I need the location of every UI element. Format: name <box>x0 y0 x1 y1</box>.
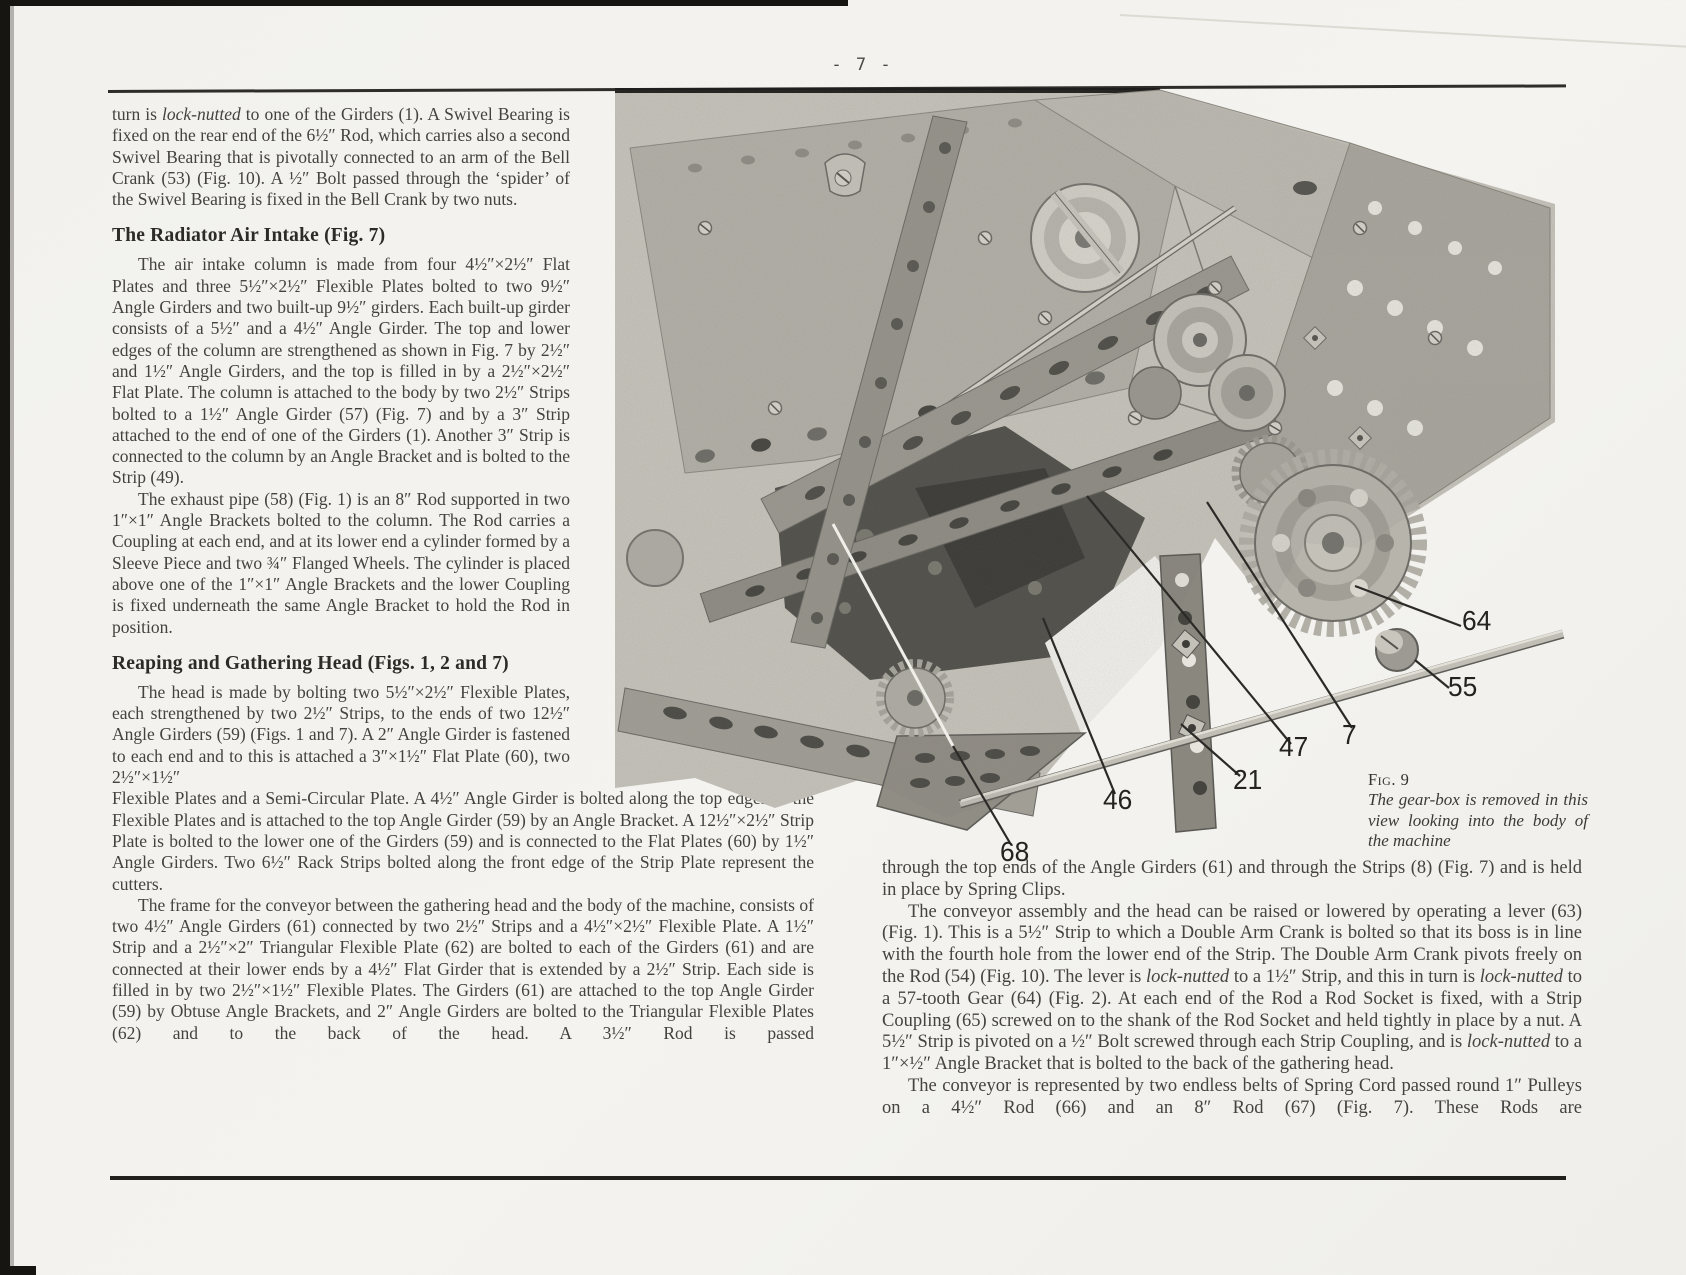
footer-rule <box>110 1176 1566 1180</box>
right-column <box>882 858 1582 1120</box>
figure-callout: 47 <box>1279 731 1309 762</box>
paragraph: through the top ends of the Angle Girders (61) and through the Strips (8) (Fig. 7) and is held in place by Spring Clips. <box>882 858 1582 900</box>
section-heading: Reaping and Gathering Head (Figs. 1, 2 and 7) <box>112 652 509 674</box>
figure-callout: 68 <box>1000 836 1030 867</box>
paragraph: The air intake column is made from four 4½″×2½″ Flat Plates and three 5½″×2½″ Flexible Plates bolted to two 9½″ Angle Girders and two built-up 9½″ girders. Each built-up girder consists of a 5½″ and a 4½″ Angle Girder. The top and lower edges of the column are strengthened as shown in Fig. 7 by 2½″ and 1½″ Angle Girders, and the top is filled in by a 2½″×2½″ Flat Plate. The column is attached to the body by two 2½″ Strips bolted to a 1½″ Angle Girder (57) (Fig. 7) and by a 3″ Strip attached to the end of one of the Girders (1). Another 3″ Strip is connected to the column by an Angle Bracket and is bolted to the Strip (49). <box>112 254 570 488</box>
paragraph: Flexible Plates and a Semi-Circular Plate. A 4½″ Angle Girder is bolted along the top edges of the Flexible Plates and is attached to the top Angle Girder (59) by an Angle Bracket. A 12½″×2½″ Strip Plate is bolted to the lower one of the Girders (59) and is connected to the Flat Plates (60) by 1½″ Angle Girders. Two 6½″ Rack Strips bolted along the front edge of the Strip Plate represent the cutters. <box>112 788 814 894</box>
paragraph: The exhaust pipe (58) (Fig. 1) is an 8″ Rod supported in two 1″×1″ Angle Brackets bolted to the column. The Rod carries a Coupling at each end, and at its lower end a cylinder formed by a Sleeve Piece and two ¾″ Flanged Wheels. The cylinder is placed above one of the 1″×1″ Angle Brackets and the lower Coupling is fixed underneath the same Angle Bracket to hold the Rod in position. <box>112 488 570 637</box>
left-column-narrow <box>112 104 570 788</box>
figure-caption <box>1368 770 1588 852</box>
paragraph: The frame for the conveyor between the gathering head and the body of the machine, consists of two 4½″ Angle Girders (61) connected by two 2½″ Strips and a 4½″×2½″ Flexible Plate. A 1½″ Strip and a 2½″×2″ Triangular Flexible Plate (62) are bolted to each of the Girders (61) and are connected at their lower ends by a 4½″ Flat Girder that is extended by a 2½″ Strip. Each side is filled in by two 2½″×1½″ Flexible Plates. The Girders (61) are attached to the top Angle Girder (59) by Obtuse Angle Brackets, and 2″ Angle Girders are bolted to the Triangular Flexible Plates (62) and to the back of the head. A 3½″ Rod is passed <box>112 894 814 1043</box>
figure-callout: 55 <box>1448 671 1478 702</box>
scan-edge-left <box>0 0 10 1275</box>
scan-edge-top <box>0 0 848 6</box>
figure-callout: 7 <box>1342 719 1357 750</box>
page-curl-shadow <box>1120 14 1686 49</box>
page-number: - 7 - <box>831 55 893 75</box>
paragraph: The conveyor is represented by two endless belts of Spring Cord passed round 1″ Pulleys on a 4½″ Rod (66) and an 8″ Rod (67) (Fig. 7). These Rods are <box>882 1075 1582 1118</box>
figure-callout: 21 <box>1233 764 1263 795</box>
paragraph: The conveyor assembly and the head can be raised or lowered by operating a lever (63) (Fig. 1). This is a 5½″ Strip to which a Double Arm Crank is bolted so that its boss is in line with the fourth hole from the lower end of the Strip. The Double Arm Crank pivots freely on the Rod (54) (Fig. 10). The lever is lock-nutted to a 1½″ Strip, and this in turn is lock-nutted to a 57-tooth Gear (64) (Fig. 2). At each end of the Rod a Rod Socket is fixed, with a Strip Coupling (65) screwed on to the shank of the Rod Socket and held tightly in place by a nut. A 5½″ Strip is pivoted on a ½″ Bolt screwed through each Strip Coupling, and is lock-nutted to a 1″×½″ Angle Bracket that is bolted to the back of the gathering head. <box>882 901 1582 1075</box>
paragraph: The head is made by bolting two 5½″×2½″ Flexible Plates, each strengthened by two 2½″ Strips, to the ends of two 12½″ Angle Girders (59) (Figs. 1 and 7). A 2″ Angle Girder is fastened to each end and to this is attached a 3″×1½″ Flat Plate (60), two 2½″×1½″ <box>112 681 570 788</box>
scan-edge-left-shadow <box>10 0 14 1275</box>
figure-callout: 64 <box>1462 605 1492 636</box>
figure-caption-text: The gear-box is removed in this view looking into the body of the machine <box>1368 790 1588 850</box>
paragraph: turn is lock-nutted to one of the Girders (1). A Swivel Bearing is fixed on the rear end of the 6½″ Rod, which carries also a second Swivel Bearing that is pivotally connected to an arm of the Bell Crank (53) (Fig. 10). A ½″ Bolt passed through the ‘spider’ of the Swivel Bearing is fixed in the Bell Crank by two nuts. <box>112 104 570 210</box>
figure-photo <box>615 88 1570 878</box>
section-heading: The Radiator Air Intake (Fig. 7) <box>112 225 386 247</box>
scan-edge-bottom <box>0 1266 36 1275</box>
figure-label: Fig. 9 <box>1368 770 1410 789</box>
figure-callout: 46 <box>1103 784 1133 815</box>
